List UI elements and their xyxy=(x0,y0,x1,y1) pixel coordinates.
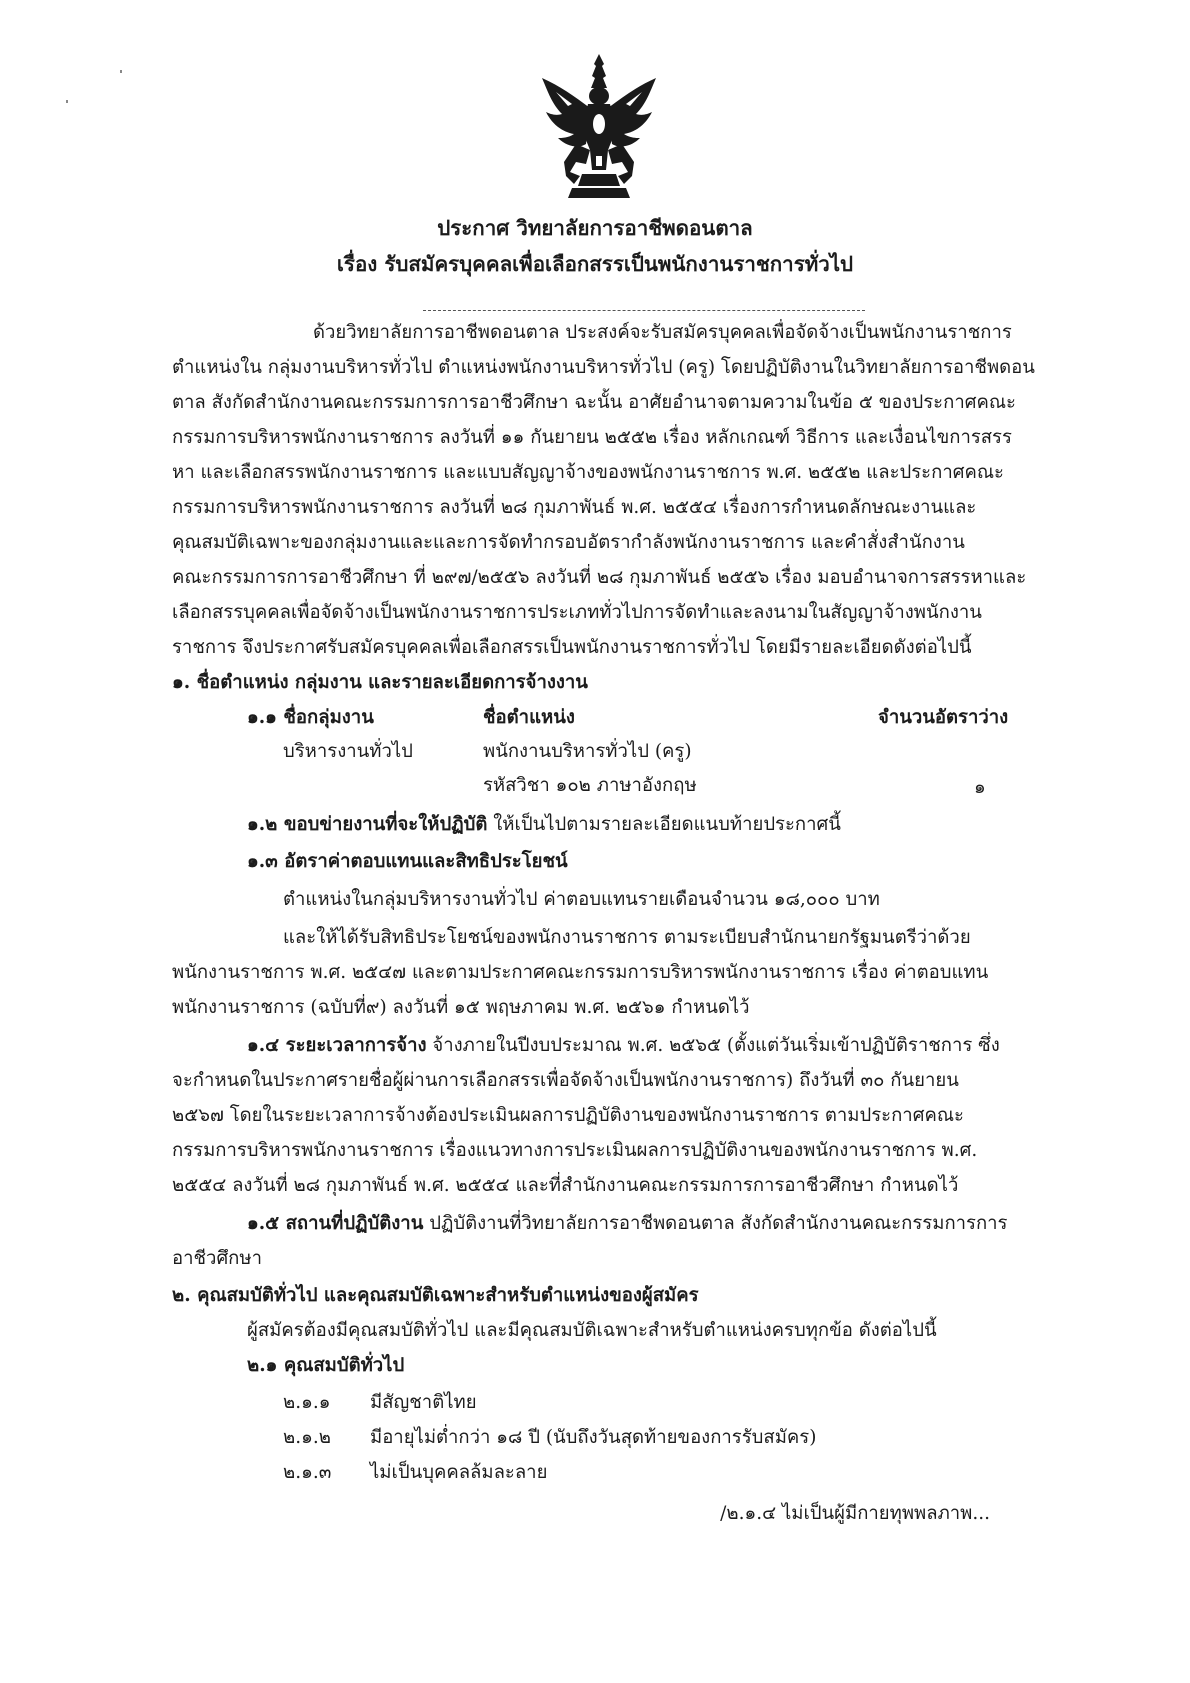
intro-line: หา และเลือกสรรพนักงานราชการ และแบบสัญญาจ้างของพนักงานราชการ พ.ศ. ๒๕๕๒ และประกาศคณะ xyxy=(172,462,1004,483)
section-1-3-pay: ตำแหน่งในกลุ่มบริหารงานทั่วไป ค่าตอบแทนรายเดือนจำนวน ๑๘,๐๐๐ บาท xyxy=(283,889,880,910)
list-item-number: ๒.๑.๓ xyxy=(283,1462,332,1483)
section-1-4-line: ๒๕๖๗ โดยในระยะเวลาการจ้างต้องประเมินผลการปฏิบัติงานของพนักงานราชการ ตามประกาศคณะ xyxy=(172,1105,964,1126)
dashed-divider xyxy=(423,310,865,311)
section-1-5-label: ๑.๕ สถานที่ปฏิบัติงาน xyxy=(247,1213,424,1234)
table-header-count: จำนวนอัตราว่าง xyxy=(878,707,1009,728)
section-1-4-text: จ้างภายในปีงบประมาณ พ.ศ. ๒๕๖๕ (ตั้งแต่วันเริ่มเข้าปฏิบัติราชการ ซึ่ง xyxy=(426,1035,1000,1056)
intro-line: ตาล สังกัดสำนักงานคณะกรรมการการอาชีวศึกษา ฉะนั้น อาศัยอำนาจตามความในข้อ ๕ ของประกาศคณะ xyxy=(172,392,1016,413)
section-1-5-text: ปฏิบัติงานที่วิทยาลัยการอาชีพดอนตาล สังกัดสำนักงานคณะกรรมการการ xyxy=(423,1213,1008,1234)
scan-speck xyxy=(120,70,122,73)
list-item: มีสัญชาติไทย xyxy=(370,1392,477,1413)
section-1-3-line: และให้ได้รับสิทธิประโยชน์ของพนักงานราชการ ตามระเบียบสำนักนายกรัฐมนตรีว่าด้วย xyxy=(283,927,971,948)
intro-line: ราชการ จึงประกาศรับสมัครบุคคลเพื่อเลือกสรรเป็นพนักงานราชการทั่วไป โดยมีรายละเอียดดังต่อไปนี้ xyxy=(172,637,972,658)
list-item-number: ๒.๑.๒ xyxy=(283,1427,331,1448)
section-1-5-first xyxy=(247,1210,1023,1238)
intro-line: คณะกรรมการการอาชีวศึกษา ที่ ๒๙๗/๒๕๕๖ ลงวันที่ ๒๘ กุมภาพันธ์ ๒๕๕๖ เรื่อง มอบอำนาจการสรรหาและ xyxy=(172,567,1027,588)
intro-line: เลือกสรรบุคคลเพื่อจัดจ้างเป็นพนักงานราชการประเภททั่วไปการจัดทำและลงนามในสัญญาจ้างพนักงาน xyxy=(172,602,982,623)
page-continuation: /๒.๑.๔ ไม่เป็นผู้มีกายทุพพลภาพ... xyxy=(720,1503,990,1524)
announcement-subject: เรื่อง รับสมัครบุคคลเพื่อเลือกสรรเป็นพนักงานราชการทั่วไป xyxy=(336,252,854,276)
announcement-title: ประกาศ วิทยาลัยการอาชีพดอนตาล xyxy=(437,216,753,240)
table-cell-position: พนักงานบริหารทั่วไป (ครู) xyxy=(483,741,692,762)
table-cell-subject-code: รหัสวิชา ๑๐๒ ภาษาอังกฤษ xyxy=(483,775,697,796)
list-item-number: ๒.๑.๑ xyxy=(283,1392,331,1413)
intro-line: กรรมการบริหารพนักงานราชการ ลงวันที่ ๑๑ กันยายน ๒๕๕๒ เรื่อง หลักเกณฑ์ วิธีการ และเงื่อนไขการสรร xyxy=(172,427,1012,448)
section-1-3-title: ๑.๓ อัตราค่าตอบแทนและสิทธิประโยชน์ xyxy=(247,851,568,872)
intro-line: คุณสมบัติเฉพาะของกลุ่มงานและและการจัดทำกรอบอัตรากำลังพนักงานราชการ และคำสั่งสำนักงาน xyxy=(172,532,965,553)
intro-line: ด้วยวิทยาลัยการอาชีพดอนตาล ประสงค์จะรับสมัครบุคคลเพื่อจัดจ้างเป็นพนักงานราชการ xyxy=(313,322,1012,343)
section-2-title: ๒. คุณสมบัติทั่วไป และคุณสมบัติเฉพาะสำหรับตำแหน่งของผู้สมัคร xyxy=(172,1285,699,1306)
intro-line: กรรมการบริหารพนักงานราชการ ลงวันที่ ๒๘ กุมภาพันธ์ พ.ศ. ๒๕๕๔ เรื่องการกำหนดลักษณะงานและ xyxy=(172,497,977,518)
list-item: ไม่เป็นบุคคลล้มละลาย xyxy=(370,1462,548,1483)
table-header-group: ๑.๑ ชื่อกลุ่มงาน xyxy=(247,707,374,728)
list-item: มีอายุไม่ต่ำกว่า ๑๘ ปี (นับถึงวันสุดท้ายของการรับสมัคร) xyxy=(370,1427,817,1448)
garuda-emblem xyxy=(536,52,662,202)
table-cell-count: ๑ xyxy=(974,777,986,798)
intro-line: ตำแหน่งใน กลุ่มงานบริหารทั่วไป ตำแหน่งพนักงานบริหารทั่วไป (ครู) โดยปฏิบัติงานในวิทยาลัยการอาชีพดอน xyxy=(172,357,1035,378)
section-1-2-text: ให้เป็นไปตามรายละเอียดแนบท้ายประกาศนี้ xyxy=(487,814,841,835)
section-1-5-line: อาชีวศึกษา xyxy=(172,1248,262,1269)
section-1-3-line: พนักงานราชการ (ฉบับที่๙) ลงวันที่ ๑๕ พฤษภาคม พ.ศ. ๒๕๖๑ กำหนดไว้ xyxy=(172,997,750,1018)
section-2-1-title: ๒.๑ คุณสมบัติทั่วไป xyxy=(247,1355,405,1376)
scan-speck xyxy=(66,100,68,103)
section-1-2-label: ๑.๒ ขอบข่ายงานที่จะให้ปฏิบัติ xyxy=(247,814,488,835)
table-cell-group: บริหารงานทั่วไป xyxy=(283,741,413,762)
section-1-4-line: กรรมการบริหารพนักงานราชการ เรื่องแนวทางการประเมินผลการปฏิบัติงานของพนักงานราชการ พ.ศ. xyxy=(172,1140,978,1161)
section-1-4-label: ๑.๔ ระยะเวลาการจ้าง xyxy=(247,1035,427,1056)
section-1-4-line: จะกำหนดในประกาศรายชื่อผู้ผ่านการเลือกสรรเพื่อจัดจ้างเป็นพนักงานราชการ) ถึงวันที่ ๓๐ กันยายน xyxy=(172,1070,959,1091)
table-header-position: ชื่อตำแหน่ง xyxy=(483,707,575,728)
section-1-4-line: ๒๕๕๔ ลงวันที่ ๒๘ กุมภาพันธ์ พ.ศ. ๒๕๕๔ และที่สำนักงานคณะกรรมการการอาชีวศึกษา กำหนดไว้ xyxy=(172,1175,959,1196)
section-1-2 xyxy=(247,811,841,839)
section-1-3-line: พนักงานราชการ พ.ศ. ๒๕๔๗ และตามประกาศคณะกรรมการบริหารพนักงานราชการ เรื่อง ค่าตอบแทน xyxy=(172,962,989,983)
section-1-title: ๑. ชื่อตำแหน่ง กลุ่มงาน และรายละเอียดการจ้างงาน xyxy=(172,672,588,693)
section-2-intro: ผู้สมัครต้องมีคุณสมบัติทั่วไป และมีคุณสมบัติเฉพาะสำหรับตำแหน่งครบทุกข้อ ดังต่อไปนี้ xyxy=(247,1320,937,1341)
section-1-4-first xyxy=(247,1032,1023,1060)
